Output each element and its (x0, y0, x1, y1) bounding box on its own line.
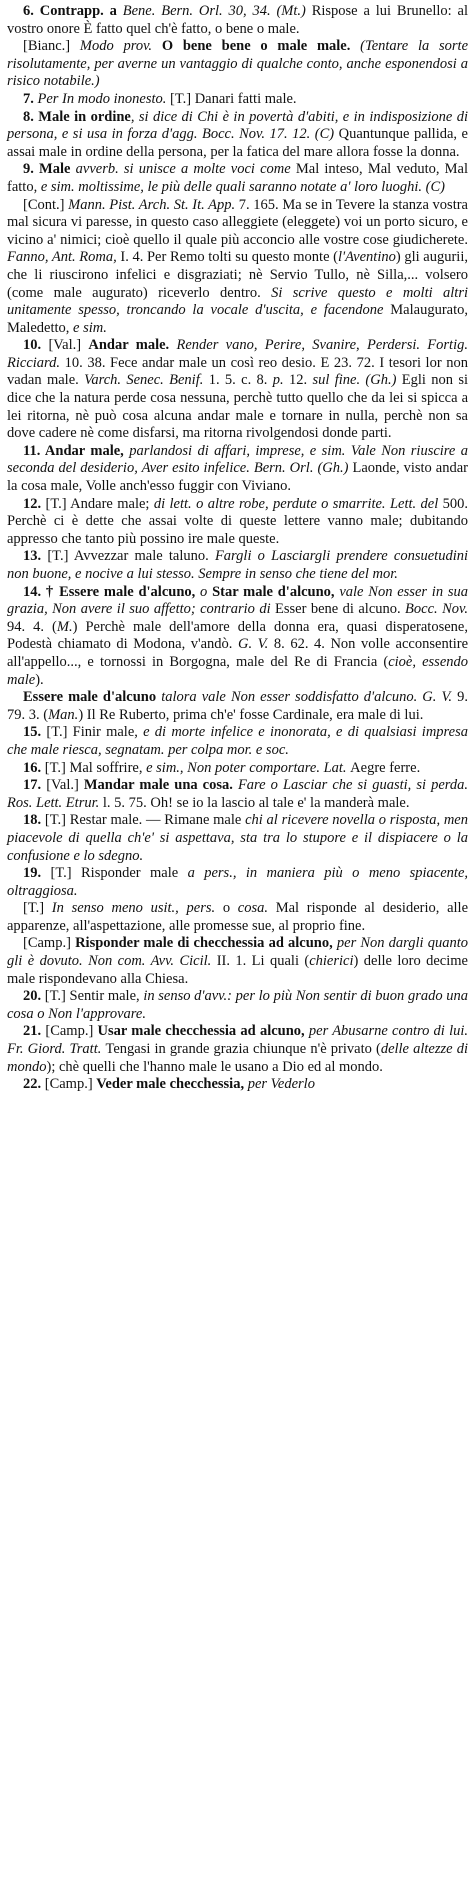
entry-headword: 6. Contrapp. a (23, 3, 123, 19)
entry-headword: 14. † Essere male d'alcuno, (23, 583, 201, 600)
entry-text: [T.] (23, 900, 52, 917)
entry-headword: Star male d'alcuno, (212, 583, 340, 600)
entry-gloss: Fanno, Ant. Roma, (7, 249, 121, 266)
entry-gloss: per Vederlo (247, 1076, 315, 1093)
entry-text: 1. 5. c. 8. (208, 372, 273, 389)
entry-text: Malaugurato, Maledetto, (7, 302, 468, 336)
entry-gloss: l'Aventino (338, 249, 396, 266)
entry-gloss: e sim. moltissime, le più delle quali saranno notate a' loro luoghi. (C) (40, 178, 445, 195)
dictionary-entry (7, 935, 468, 988)
entry-gloss: Man. (48, 706, 79, 723)
entry-gloss: Render vano, Perire, Svanire, Perdersi. Fortig. Ricciard. (7, 337, 468, 371)
entry-gloss: a pers., in maniera più o meno spiacente, oltraggiosa. (7, 865, 468, 899)
entry-gloss: chi al ricevere novella o risposta, men piacevole di quella ch'e' si aspettava, sta tra lo stupore e il dispiacere o la confusione e lo sdegno. (7, 812, 468, 864)
entry-text: Aegre ferre. (350, 759, 421, 776)
entry-gloss: in senso d'avv.: per lo più Non sentir di buon grado una cosa o Non l'approvare. (7, 988, 469, 1022)
entry-text: ) delle loro decime male rispondevano alla Chiesa. (7, 953, 468, 987)
entry-gloss: Fargli o Lasciargli prendere consuetudini non buone, e nocive a lui stesso. Sempre in senso che tiene del mor. (7, 548, 468, 582)
entry-headword: Mandar male una cosa. (83, 777, 238, 794)
entry-text: [T.] Danari fatti male. (170, 90, 297, 107)
entry-gloss: per Non dargli quanto gli è dovuto. Non com. Avv. Cicil. (7, 935, 468, 970)
entry-gloss: Mann. Pist. Arch. St. It. App. (68, 196, 239, 213)
entry-headword: 13. (23, 548, 48, 565)
entry-gloss: cioè, essendo male (7, 653, 468, 688)
entry-headword: 8. Male in ordine (23, 108, 131, 125)
entry-text: Mal inteso, Mal veduto, Mal fatto, (7, 161, 469, 195)
entry-text: ); chè quelli che l'hanno male le usano a Dio ed al mondo. (46, 1058, 383, 1075)
dictionary-entry (7, 197, 468, 338)
entry-gloss: avverb. si unisce a molte voci come (75, 161, 296, 178)
entry-text: Esser bene di alcuno. (275, 601, 406, 618)
dictionary-entry (7, 777, 468, 812)
entry-text: [Cont.] (23, 196, 69, 213)
entry-text: [Bianc.] (23, 38, 80, 55)
dictionary-entry (7, 443, 468, 496)
entry-headword: 9. Male (23, 161, 76, 178)
entry-gloss: M. (56, 618, 73, 635)
entry-gloss: sul fine. (Gh.) (312, 372, 402, 389)
entry-headword: Andar male. (88, 337, 177, 354)
entry-headword: O bene bene o male male. (161, 38, 361, 55)
entry-gloss: p. (272, 372, 289, 389)
dictionary-entry (7, 689, 468, 724)
entry-gloss: (Tentare la sorte risolutamente, per averne un vantaggio di qualche conto, anche esponendosi a risico notabile.) (7, 38, 469, 90)
entry-gloss: vale Non esser in sua grazia, Non avere il suo affetto; contrario di (7, 583, 469, 618)
dictionary-entry (7, 865, 468, 900)
entry-text: [Val.] (48, 337, 89, 354)
entry-headword: Risponder male di checchessia ad alcuno, (75, 935, 337, 952)
entry-headword: Usar male checchessia ad alcuno, (97, 1023, 309, 1040)
entry-gloss: Per In modo inonesto. (37, 90, 170, 107)
dictionary-entry (7, 812, 468, 865)
dictionary-entry (7, 1023, 468, 1076)
entry-text: l. 5. 75. Oh! se io la lascio al tale e' la manderà male. (102, 794, 410, 811)
entry-headword: 22. (23, 1076, 45, 1093)
entry-gloss: e di morte infelice e inonorata, e di qualsiasi impresa che male riesca, segnatam. per colpa mor. e soc. (7, 724, 468, 758)
entry-headword: 21. (23, 1023, 46, 1040)
entry-gloss: Fare o Lasciar che si guasti, si perda. Ros. Lett. Etrur. (7, 777, 468, 811)
entry-text: 9. 79. 3. ( (7, 689, 469, 723)
entry-text: ) Il Re Ruberto, prima ch'e' fosse Cardinale, era male di lui. (78, 706, 424, 723)
entry-gloss: delle altezze di mondo (7, 1041, 468, 1075)
entry-headword: Veder male checchessia, (96, 1076, 248, 1093)
entry-text: 8. 62. 4. Non volle acconsentire all'appello..., e tornossi in Borgogna, male del Re di Francia ( (7, 636, 469, 670)
entry-text: 7. 165. Ma se in Tevere la stanza vostra mal sicura vi paresse, in questo caso alleggiete (eleggete) voi un porto sicuro, e vicino a' nimici; cioè quello il quale più acconcio alle vostre cose giudicherete. (7, 196, 468, 248)
entry-gloss: , si dice di Chi è in povertà d'abiti, e in indisposizione di persona, e si usa in forza d'agg. Bocc. Nov. 17. 12. (C) (7, 108, 468, 143)
entry-headword: 10. (23, 337, 49, 354)
entry-text: 500. Perchè ci è dette che assai volte di queste lettere vanno male; dubitando appresso che tanto più possino ire male queste. (7, 495, 469, 547)
entry-text: [T.] Restar male. — Rimane male (44, 812, 246, 829)
entry-text: ) gli augurii, che li riuscirono infelici e disgraziati; nè Servio Tullo, nè Silla,... volsero (come male augurato) riceverlo dentro. (7, 249, 468, 301)
entry-gloss: per Abusarne contro di lui. Fr. Giord. Tratt. (7, 1023, 468, 1058)
dictionary-entry (7, 584, 468, 690)
dictionary-entry (7, 337, 468, 443)
entry-text: Mal risponde al desiderio, alle apparenze, all'aspettazione, alle promesse sue, al proprio fine. (7, 900, 469, 934)
entry-gloss: chierici (309, 953, 354, 970)
entry-text: [T.] Sentir male, (44, 988, 144, 1005)
entry-text: 12. (288, 372, 313, 389)
entry-gloss: di lett. o altre robe, perdute o smarrite. Lett. del (153, 495, 443, 512)
entry-text: ) Perchè male dell'amore della donna era, quasi disperatosene, Podestà chiamato di Modona, v'andò. (7, 618, 468, 653)
entry-gloss: Bene. Bern. Orl. 30, 34. (Mt.) (122, 3, 312, 19)
dictionary-entry (7, 1076, 468, 1094)
entry-gloss: o (200, 583, 213, 600)
entry-gloss: e sim. (73, 319, 107, 336)
entry-text: Rispose a lui Brunello: al vostro onore È fatto quel ch'è fatto, o bene o male. (7, 3, 468, 37)
entry-text: o (222, 900, 238, 917)
entry-gloss: e sim., Non poter comportare. Lat. (146, 759, 351, 776)
entry-headword: 19. (23, 865, 51, 882)
entry-text: [T.] Risponder male (50, 865, 188, 882)
entry-headword: 17. (23, 777, 47, 794)
dictionary-entry (7, 900, 468, 935)
entry-text: [T.] Avvezzar male taluno. (47, 548, 215, 565)
entry-headword: 11. Andar male, (23, 442, 130, 459)
dictionary-entry (7, 3, 468, 38)
dictionary-entry (7, 760, 468, 778)
entry-gloss: talora vale Non esser soddisfatto d'alcuno. G. V. (161, 689, 458, 706)
entry-text: ). (35, 671, 44, 688)
entry-gloss: parlandosi di affari, imprese, e sim. Vale Non riuscire a seconda del desiderio, Aver esito infelice. Bern. Orl. (Gh.) (7, 442, 468, 477)
entry-headword: 16. (23, 759, 45, 776)
entry-text: [Camp.] (44, 1076, 97, 1093)
entry-gloss: G. V. (238, 636, 274, 653)
entry-gloss: Varch. Senec. Benif. (84, 372, 209, 389)
entry-headword: 20. (23, 988, 45, 1005)
entry-text: II. 1. Li quali ( (216, 953, 310, 970)
entry-gloss: cosa. (237, 900, 276, 917)
dictionary-entry (7, 91, 468, 109)
dictionary-entry (7, 548, 468, 583)
dictionary-entry (7, 38, 468, 91)
entry-gloss: Bocc. Nov. (405, 601, 468, 618)
entry-headword: 18. (23, 812, 45, 829)
entry-text: [T.] Andare male; (45, 495, 154, 512)
entry-headword: Essere male d'alcuno (23, 689, 162, 706)
entry-text: 94. 4. ( (7, 618, 57, 635)
entry-text: [T.] Mal soffrire, (44, 759, 147, 776)
entry-text: 10. 38. Fece andar male un così reo desio. E 23. 72. I tesori lor non vadan male. (7, 354, 468, 389)
dictionary-entry (7, 161, 468, 196)
entry-text: [Val.] (46, 777, 84, 794)
entry-headword: 7. (23, 90, 38, 107)
entry-text: Laonde, visto andar la cosa male, Volle anch'esso fuggir con Viviano. (7, 460, 468, 495)
entry-text: I. 4. Per Remo tolti su questo monte ( (120, 249, 338, 266)
entry-text: [Camp.] (23, 935, 76, 952)
entry-gloss: Si scrive questo e molti altri unitamente spesso, troncando la vocale d'uscita, e facendone (7, 284, 469, 319)
entry-gloss: In senso meno usit., pers. (51, 900, 223, 917)
dictionary-entry (7, 496, 468, 549)
entry-text: [T.] Finir male, (46, 724, 144, 741)
entry-headword: 12. (23, 495, 46, 512)
dictionary-entry (7, 724, 468, 759)
entry-text: Egli non si dice che la natura perde cosa nessuna, perchè tutto quello che da lei si spicca a lei ritorna, nè può cosa alcuna andar male e tornare in nulla, perchè non sa dove cadere nè come disfarsi, ma ritorna rivolgendosi donde parti. (7, 372, 469, 442)
entry-text: Quantunque pallida, e assai male in ordine della persona, per la fatica del mare allora fosse la donna. (7, 126, 468, 160)
entry-text: Tengasi in grande grazia chiunque n'è privato ( (105, 1041, 381, 1058)
entry-gloss: Modo prov. (79, 38, 162, 55)
entry-headword: 15. (23, 724, 47, 741)
dictionary-entry (7, 988, 468, 1023)
entry-text: [Camp.] (45, 1023, 98, 1040)
dictionary-entry (7, 109, 468, 162)
